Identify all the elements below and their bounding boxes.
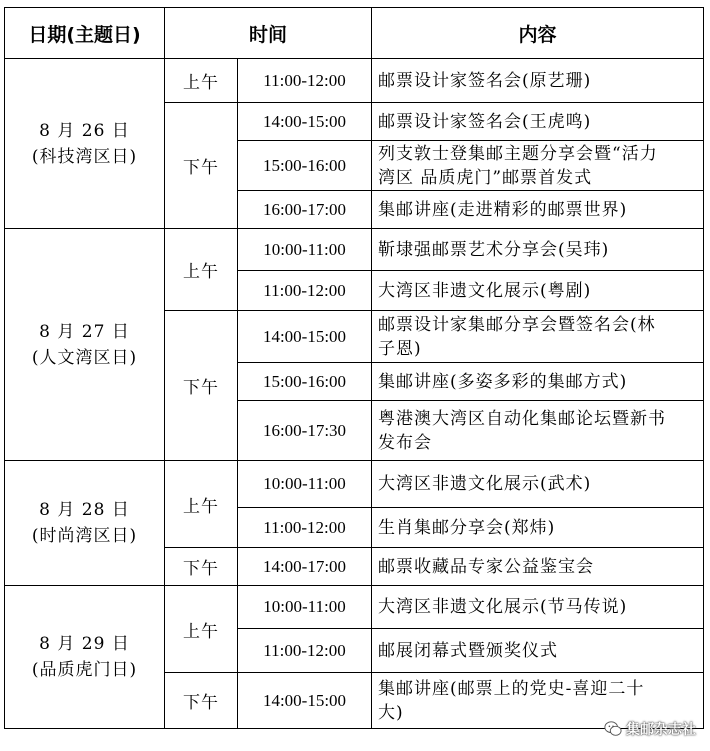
content-cell <box>372 103 704 141</box>
period-cell: 上午 <box>165 229 238 311</box>
content-line: 生肖集邮分享会(郑炜) <box>378 517 556 538</box>
time-cell: 11:00-12:00 <box>238 508 372 548</box>
content-line: 粤港澳大湾区自动化集邮论坛暨新书 <box>378 408 667 429</box>
period-cell: 上午 <box>165 59 238 103</box>
content-line: 大湾区非遗文化展示(节马传说) <box>378 597 628 617</box>
content-cell <box>372 229 704 271</box>
content-line: 集邮讲座(多姿多彩的集邮方式) <box>378 371 628 392</box>
content-line: 靳埭强邮票艺术分享会(吴玮) <box>378 239 610 260</box>
date-cell <box>5 586 165 729</box>
date-cell <box>5 59 165 229</box>
content-cell <box>372 59 704 103</box>
time-cell: 14:00-17:00 <box>238 548 372 586</box>
time-cell: 14:00-15:00 <box>238 311 372 363</box>
date-label: 8 月 26 日 <box>39 120 130 141</box>
content-cell <box>372 461 704 508</box>
content-cell <box>372 629 704 673</box>
content-cell <box>372 508 704 548</box>
time-cell: 14:00-15:00 <box>238 103 372 141</box>
wechat-icon <box>604 720 622 738</box>
content-line: 大) <box>378 702 404 723</box>
date-cell <box>5 229 165 461</box>
content-line: 湾区 品质虎门”邮票首发式 <box>378 167 593 188</box>
header-content: 内容 <box>372 8 704 59</box>
time-cell: 16:00-17:00 <box>238 191 372 229</box>
period-cell: 上午 <box>165 586 238 673</box>
header-time: 时间 <box>165 8 372 59</box>
watermark <box>604 719 696 739</box>
content-line: 列支敦士登集邮主题分享会暨“活力 <box>378 143 658 164</box>
table-row <box>5 229 704 271</box>
theme-label: (科技湾区日) <box>31 146 138 167</box>
period-cell: 上午 <box>165 461 238 548</box>
time-cell: 15:00-16:00 <box>238 363 372 401</box>
period-cell: 下午 <box>165 673 238 729</box>
table-row <box>5 59 704 103</box>
content-cell <box>372 586 704 629</box>
time-cell: 10:00-11:00 <box>238 461 372 508</box>
table-row <box>5 586 704 629</box>
time-cell: 16:00-17:30 <box>238 401 372 461</box>
time-cell: 11:00-12:00 <box>238 271 372 311</box>
time-cell: 11:00-12:00 <box>238 629 372 673</box>
period-cell: 下午 <box>165 103 238 229</box>
content-line: 邮票设计家签名会(王虎鸣) <box>378 111 592 132</box>
header-row <box>5 8 704 59</box>
period-cell: 下午 <box>165 548 238 586</box>
content-cell <box>372 363 704 401</box>
theme-label: (时尚湾区日) <box>31 526 138 546</box>
theme-label: (品质虎门日) <box>31 660 138 680</box>
watermark-text: 集邮杂志社 <box>626 722 696 738</box>
time-cell: 11:00-12:00 <box>238 59 372 103</box>
content-line: 邮票设计家集邮分享会暨签名会(林 <box>378 314 656 335</box>
date-label: 8 月 27 日 <box>39 321 130 342</box>
content-cell <box>372 141 704 191</box>
content-line: 邮票收藏品专家公益鉴宝会 <box>378 556 595 577</box>
time-cell: 10:00-11:00 <box>238 229 372 271</box>
theme-label: (人文湾区日) <box>31 347 138 368</box>
content-line: 集邮讲座(走进精彩的邮票世界) <box>378 199 628 220</box>
schedule-body <box>5 59 704 729</box>
date-cell <box>5 461 165 586</box>
content-cell <box>372 548 704 586</box>
content-line: 发布会 <box>378 432 433 453</box>
content-cell <box>372 191 704 229</box>
time-cell: 10:00-11:00 <box>238 586 372 629</box>
date-label: 8 月 28 日 <box>39 500 130 520</box>
content-cell <box>372 311 704 363</box>
content-line: 集邮讲座(邮票上的党史-喜迎二十 <box>378 678 645 699</box>
content-cell <box>372 271 704 311</box>
header-date: 日期(主题日) <box>5 8 165 59</box>
content-line: 邮展闭幕式暨颁奖仪式 <box>378 640 559 661</box>
content-line: 子恩) <box>378 338 422 359</box>
content-line: 大湾区非遗文化展示(粤剧) <box>378 280 592 301</box>
period-cell: 下午 <box>165 311 238 461</box>
date-label: 8 月 29 日 <box>39 634 130 654</box>
schedule-table <box>4 7 704 729</box>
content-cell <box>372 401 704 461</box>
table-row <box>5 461 704 508</box>
time-cell: 14:00-15:00 <box>238 673 372 729</box>
content-line: 大湾区非遗文化展示(武术) <box>378 474 592 494</box>
time-cell: 15:00-16:00 <box>238 141 372 191</box>
content-line: 邮票设计家签名会(原艺珊) <box>378 70 592 91</box>
